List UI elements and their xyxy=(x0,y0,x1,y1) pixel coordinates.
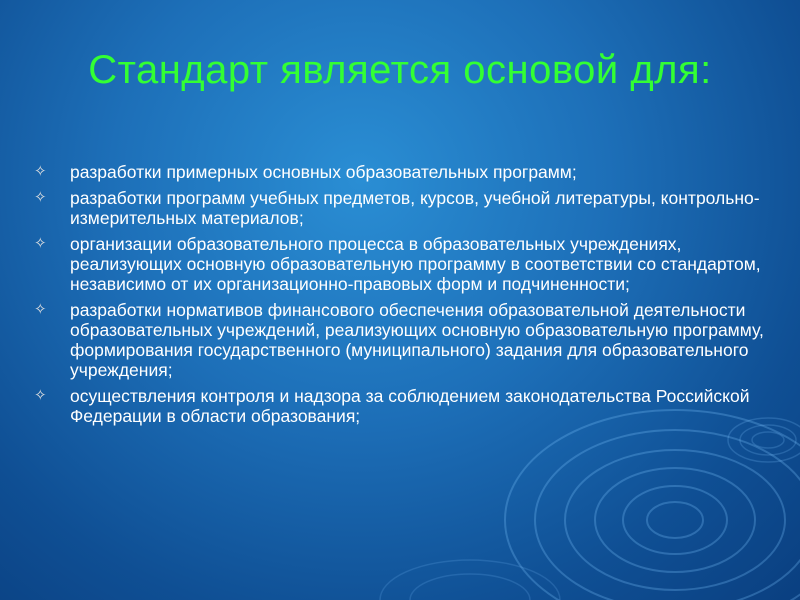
list-item xyxy=(30,234,770,294)
diamond-bullet-icon: ✧ xyxy=(34,387,47,404)
bullet-list xyxy=(30,162,770,432)
list-item-text: организации образовательного процесса в образовательных учреждениях, реализующих основную образовательную программу в соответствии со стандартом, независимо от их организационно-правовых форм и подчиненности; xyxy=(70,234,761,294)
slide-title: Стандарт является основой для: xyxy=(88,48,712,92)
diamond-bullet-icon: ✧ xyxy=(34,301,47,318)
diamond-bullet-icon: ✧ xyxy=(34,163,47,180)
diamond-bullet-icon: ✧ xyxy=(34,189,47,206)
list-item-text: осуществления контроля и надзора за соблюдением законодательства Российской Федерации в области образования; xyxy=(70,386,750,426)
list-item xyxy=(30,188,770,228)
list-item xyxy=(30,300,770,380)
list-item xyxy=(30,162,770,182)
list-item-text: разработки программ учебных предметов, курсов, учебной литературы, контрольно-измерительных материалов; xyxy=(70,188,760,228)
diamond-bullet-icon: ✧ xyxy=(34,235,47,252)
list-item xyxy=(30,386,770,426)
list-item-text: разработки примерных основных образовательных программ; xyxy=(70,162,577,182)
list-item-text: разработки нормативов финансового обеспечения образовательной деятельности образовательных учреждений, реализующих основную образовательную программу, формирования государственного (муниципального) задания для образовательного учреждения; xyxy=(70,300,764,380)
